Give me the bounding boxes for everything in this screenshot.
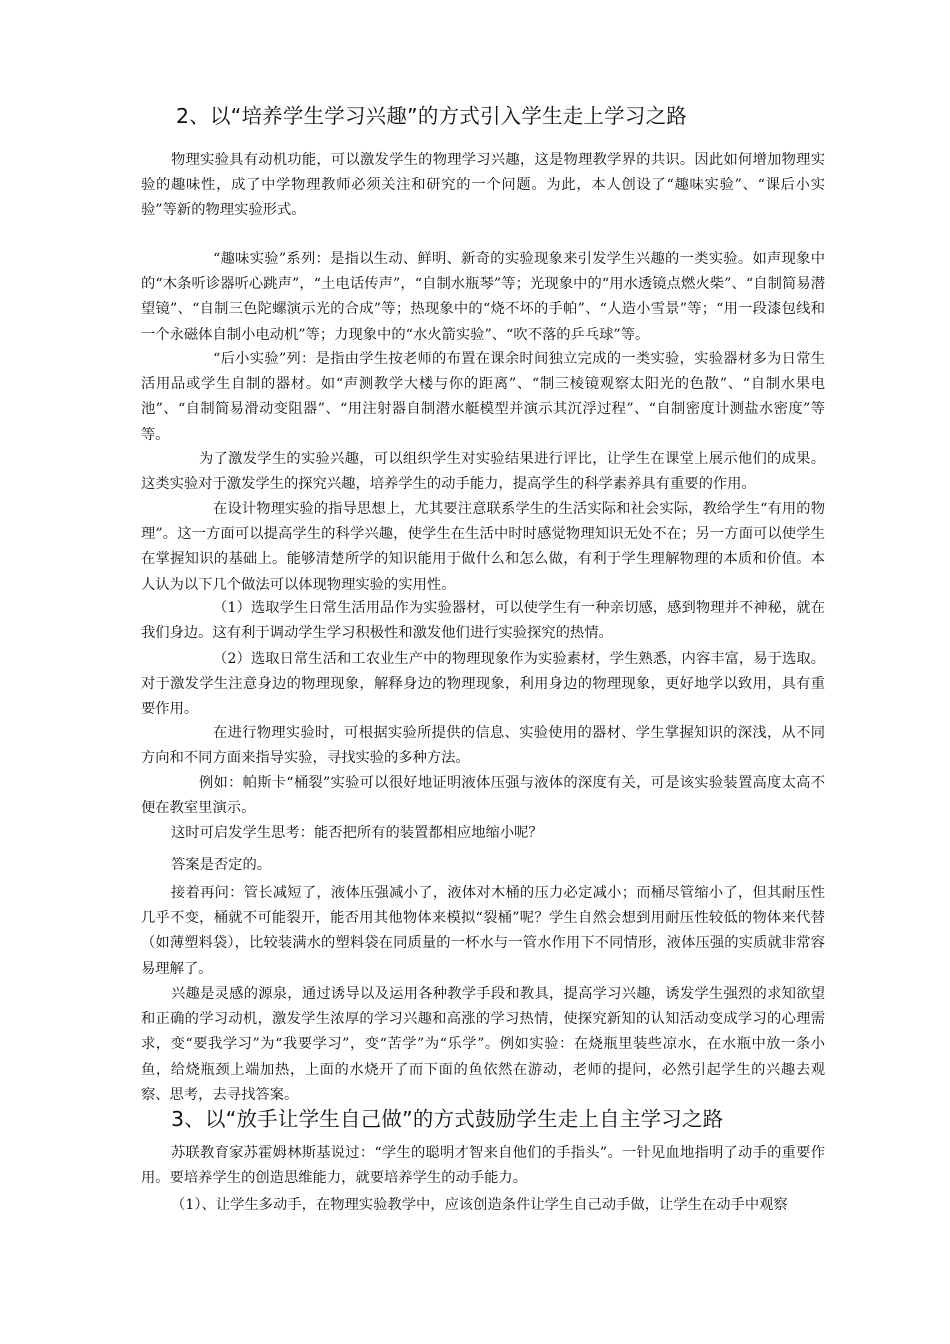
paragraph-6: （1）选取学生日常生活用品作为实验器材，可以使学生有一种亲切感，感到物理并不神秘，就在我们身边。这有利于调动学生学习积极性和激发他们进行实验探究的热情。 bbox=[141, 600, 825, 642]
paragraph-5: 在设计物理实验的指导思想上，尤其要注意联系学生的生活实际和社会实际，教给学生“有用的物理”。这一方面可以提高学生的科学兴趣，使学生在生活中时时感觉物理知识无处不在；另一方面可以使学生在掌握知识的基础上。能够清楚所学的知识能用于做什么和怎么做，有利于学生理解物理的本质和价值。本人认为以下几个做法可以体现物理实验的实用性。 bbox=[141, 501, 825, 593]
section-heading-2: 2、以“培养学生学习兴趣”的方式引入学生走上学习之路 bbox=[176, 104, 687, 128]
paragraph-13: 兴趣是灵感的源泉，通过诱导以及运用各种教学手段和教具，提高学习兴趣，诱发学生强烈的求知欲望和正确的学习动机，激发学生浓厚的学习兴趣和高涨的学习热情，使探究新知的认知活动变成学习的心理需求，变“要我学习”为“我要学习”，变“苦学”为“乐学”。例如实验：在烧瓶里装些凉水，在水瓶中放一条小鱼，给烧瓶颈上端加热，上面的水烧开了而下面的鱼依然在游动，老师的提问，必然引起学生的兴趣去观察、思考，去寻找答案。 bbox=[141, 986, 825, 1103]
paragraph-8: 在进行物理实验时，可根据实验所提供的信息、实验使用的器材、学生掌握知识的深浅，从不同方向和不同方面来指导实验，寻找实验的多种方法。 bbox=[141, 725, 825, 767]
section-heading-3: 3、以“放手让学生自己做”的方式鼓励学生走上自主学习之路 bbox=[171, 1107, 724, 1131]
paragraph-1: 物理实验具有动机功能，可以激发学生的物理学习兴趣，这是物理教学界的共识。因此如何增加物理实验的趣味性，成了中学物理教师必须关注和研究的一个问题。为此，本人创设了“趣味实验”、“课后小实验”等新的物理实验形式。 bbox=[141, 152, 825, 219]
paragraph-14: 苏联教育家苏霍姆林斯基说过：“学生的聪明才智来自他们的手指头”。一针见血地指明了动手的重要作用。要培养学生的创造思维能力，就要培养学生的动手能力。 bbox=[141, 1145, 825, 1187]
paragraph-9: 例如：帕斯卡“桶裂”实验可以很好地证明液体压强与液体的深度有关，可是该实验装置高度太高不便在教室里演示。 bbox=[141, 775, 825, 817]
paragraph-7: （2）选取日常生活和工农业生产中的物理现象作为实验素材，学生熟悉，内容丰富，易于选取。对于激发学生注意身边的物理现象，解释身边的物理现象，利用身边的物理现象，更好地学以致用，具有重要作用。 bbox=[141, 651, 825, 718]
paragraph-3: “后小实验”列：是指由学生按老师的布置在课余时间独立完成的一类实验，实验器材多为日常生活用品或学生自制的器材。如“声测教学大楼与你的距离”、“制三棱镜观察太阳光的色散”、“自制水果电池”、“自制简易滑动变阻器”、“用注射器自制潜水艇模型并演示其沉浮过程”、“自制密度计测盐水密度”等等。 bbox=[141, 351, 825, 443]
paragraph-11: 答案是否定的。 bbox=[171, 857, 272, 873]
paragraph-12: 接着再问：管长减短了，液体压强减小了，液体对木桶的压力必定减小；而桶尽管缩小了，但其耐压性几乎不变，桶就不可能裂开，能否用其他物体来模拟“裂桶”呢？学生自然会想到用耐压性较低的物体来代替（如薄塑料袋），比较装满水的塑料袋在同质量的一杯水与一管水作用下不同情形，液体压强的实质就非常容易理解了。 bbox=[141, 885, 825, 977]
paragraph-4: 为了激发学生的实验兴趣，可以组织学生对实验结果进行评比，让学生在课堂上展示他们的成果。这类实验对于激发学生的探究兴趣，培养学生的动手能力，提高学生的科学素养具有重要的作用。 bbox=[141, 451, 825, 493]
paragraph-15: （1）、让学生多动手，在物理实验教学中，应该创造条件让学生自己动手做，让学生在动手中观察 bbox=[171, 1197, 788, 1213]
paragraph-2: “趣味实验”系列：是指以生动、鲜明、新奇的实验现象来引发学生兴趣的一类实验。如声现象中的“木条听诊器听心跳声”，“土电话传声”，“自制水瓶琴”等；光现象中的“用水透镜点燃火柴”、“自制简易潜望镜”、“自制三色陀螺演示光的合成”等；热现象中的“烧不坏的手帕”、“人造小雪景”等；“用一段漆包线和一个永磁体自制小电动机”等；力现象中的“水火箭实验”、“吹不落的乒乓球”等。 bbox=[141, 251, 825, 343]
paragraph-10: 这时可启发学生思考：能否把所有的装置都相应地缩小呢？ bbox=[171, 825, 543, 841]
